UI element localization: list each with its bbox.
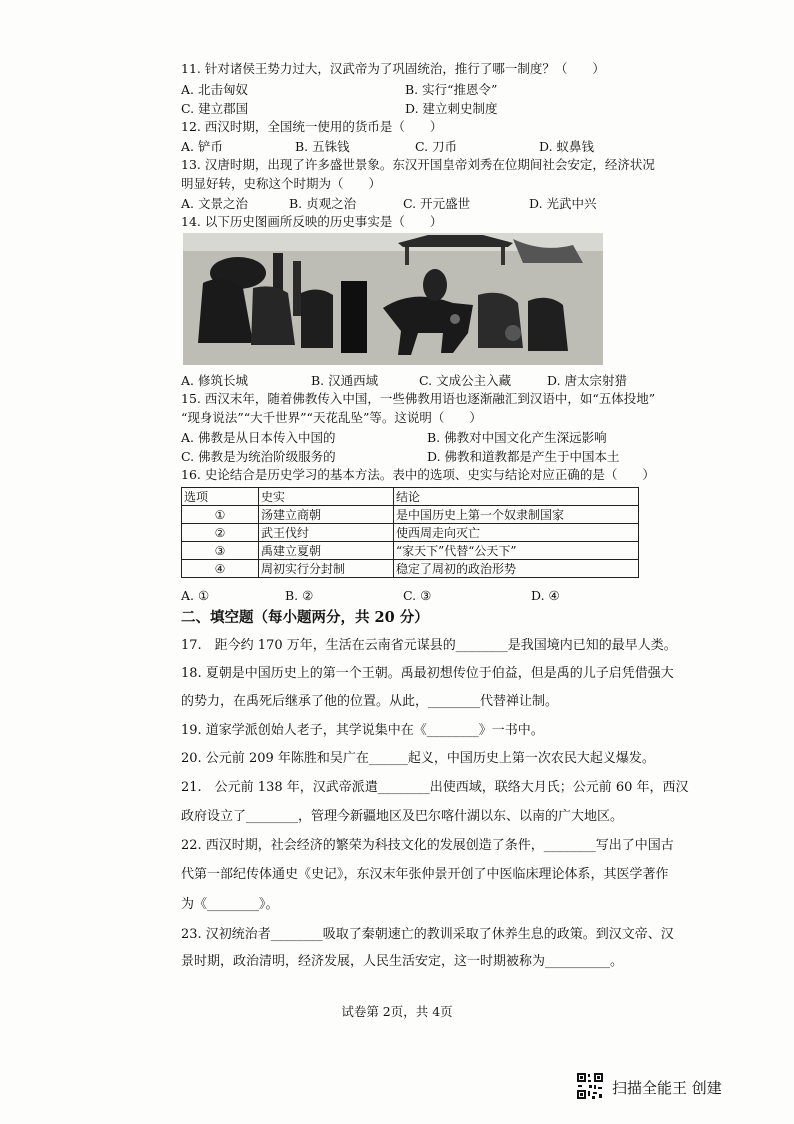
question-21-line2: 政府设立了________，管理今新疆地区及巴尔喀什湖以东、以南的广大地区。 — [181, 809, 624, 824]
table-header-row — [182, 488, 639, 506]
table-cell: ③ — [182, 542, 259, 560]
history-table — [181, 487, 639, 578]
watermark-text: 扫描全能王 创建 — [612, 1079, 722, 1097]
option-b: B. 汉通西域 — [311, 373, 379, 388]
question-18-line2: 的势力，在禹死后继承了他的位置。从此，________代替禅让制。 — [181, 694, 559, 709]
question-12-stem: 12. 西汉时期，全国统一使用的货币是（ ） — [181, 119, 443, 134]
table-cell: 周初实行分封制 — [259, 560, 394, 578]
option-a: A. 修筑长城 — [181, 373, 248, 388]
historical-painting-image — [183, 233, 603, 365]
option-d: D. 唐太宗射猎 — [547, 373, 628, 388]
option-a: A. 铲币 — [181, 139, 223, 154]
option-d: D. 蚁鼻钱 — [539, 139, 595, 154]
question-16-stem: 16. 史论结合是历史学习的基本方法。表中的选项、史实与结论对应正确的是（ ） — [181, 467, 655, 482]
question-11-options — [181, 80, 651, 98]
option-d: D. 建立刺史制度 — [405, 101, 498, 116]
option-d: D. 佛教和道教都是产生于中国本土 — [427, 449, 620, 464]
option-c: C. 文成公主入藏 — [419, 373, 512, 388]
question-22-line1: 22. 西汉时期，社会经济的繁荣为科技文化的发展创造了条件，________写出了中国古 — [181, 838, 674, 853]
table-row — [182, 560, 639, 578]
table-cell: 稳定了周初的政治形势 — [394, 560, 639, 578]
question-11-stem: 11. 针对诸侯王势力过大，汉武帝为了巩固统治，推行了哪一制度？（ ） — [181, 61, 605, 76]
table-header-cell: 史实 — [259, 488, 394, 506]
question-14-stem: 14. 以下历史图画所反映的历史事实是（ ） — [181, 214, 443, 229]
table-cell: 使西周走向灭亡 — [394, 524, 639, 542]
question-11-options-2 — [181, 99, 651, 117]
question-13-stem-line1: 13. 汉唐时期，出现了许多盛世景象。东汉开国皇帝刘秀在位期间社会安定，经济状况 — [181, 157, 655, 172]
question-19: 19. 道家学派创始人老子，其学说集中在《________》一书中。 — [181, 723, 544, 738]
question-23-line1: 23. 汉初统治者________吸取了秦朝速亡的教训采取了休养生息的政策。到汉文帝、汉 — [181, 927, 674, 942]
table-cell: 汤建立商朝 — [259, 506, 394, 524]
table-row — [182, 506, 639, 524]
question-15-stem-line2: “现身说法”“大千世界”“天花乱坠”等。这说明（ ） — [181, 410, 482, 425]
option-b: B. 五铢钱 — [295, 139, 350, 154]
option-d: D. ④ — [531, 588, 560, 603]
question-15-options — [181, 428, 651, 446]
option-b: B. ② — [285, 588, 314, 603]
table-cell: ① — [182, 506, 259, 524]
question-23-line2: 景时期，政治清明，经济发展，人民生活安定，这一时期被称为__________。 — [181, 954, 624, 969]
option-b: B. 佛教对中国文化产生深远影响 — [427, 430, 607, 445]
question-22-line2: 代第一部纪传体通史《史记》，东汉末年张仲景开创了中医临床理论体系，其医学著作 — [181, 867, 669, 882]
table-cell: 武王伐纣 — [259, 524, 394, 542]
table-cell: 禹建立夏朝 — [259, 542, 394, 560]
option-b: B. 贞观之治 — [289, 196, 357, 211]
option-a: A. ① — [181, 588, 210, 603]
option-c: C. 建立郡国 — [181, 101, 249, 116]
option-c: C. 佛教是为统治阶级服务的 — [181, 449, 336, 464]
question-12-options — [181, 137, 651, 155]
option-b: B. 实行“推恩令” — [405, 82, 498, 97]
question-20: 20. 公元前 209 年陈胜和吴广在______起义，中国历史上第一次农民大起义爆发。 — [181, 751, 655, 766]
option-a: A. 佛教是从日本传入中国的 — [181, 430, 336, 445]
question-13-options — [181, 194, 651, 212]
question-15-options-2 — [181, 447, 651, 465]
table-cell: “家天下”代替“公天下” — [394, 542, 639, 560]
question-18-line1: 18. 夏朝是中国历史上的第一个王朝。禹最初想传位于伯益，但是禹的儿子启凭借强大 — [181, 666, 674, 681]
table-cell: 是中国历史上第一个奴隶制国家 — [394, 506, 639, 524]
section-heading: 二、填空题（每小题两分，共 20 分） — [181, 609, 429, 626]
option-c: C. 开元盛世 — [403, 196, 471, 211]
option-c: C. ③ — [403, 588, 432, 603]
table-cell: ④ — [182, 560, 259, 578]
qr-code-icon — [576, 1072, 604, 1100]
option-a: A. 北击匈奴 — [181, 82, 248, 97]
question-21-line1: 21. 公元前 138 年，汉武帝派遣________出使西域，联络大月氏；公元前 60 年，西汉 — [181, 780, 689, 795]
question-16-options — [181, 588, 651, 606]
question-15-stem-line1: 15. 西汉末年，随着佛教传入中国，一些佛教用语也逐渐融汇到汉语中，如“五体投地” — [181, 391, 656, 406]
option-c: C. 刀币 — [415, 139, 458, 154]
table-header-cell: 选项 — [182, 488, 259, 506]
question-22-line3: 为《________》。 — [181, 897, 279, 912]
question-17: 17. 距今约 170 万年，生活在云南省元谋县的________是我国境内已知的最早人类。 — [181, 638, 677, 653]
question-13-stem-line2: 明显好转，史称这个时期为（ ） — [181, 176, 382, 191]
table-row — [182, 524, 639, 542]
question-14-options — [181, 371, 651, 389]
table-cell: ② — [182, 524, 259, 542]
table-header-cell: 结论 — [394, 488, 639, 506]
option-a: A. 文景之治 — [181, 196, 248, 211]
page-footer: 试卷第 2页，共 4页 — [341, 1004, 453, 1019]
table-row — [182, 542, 639, 560]
option-d: D. 光武中兴 — [529, 196, 597, 211]
